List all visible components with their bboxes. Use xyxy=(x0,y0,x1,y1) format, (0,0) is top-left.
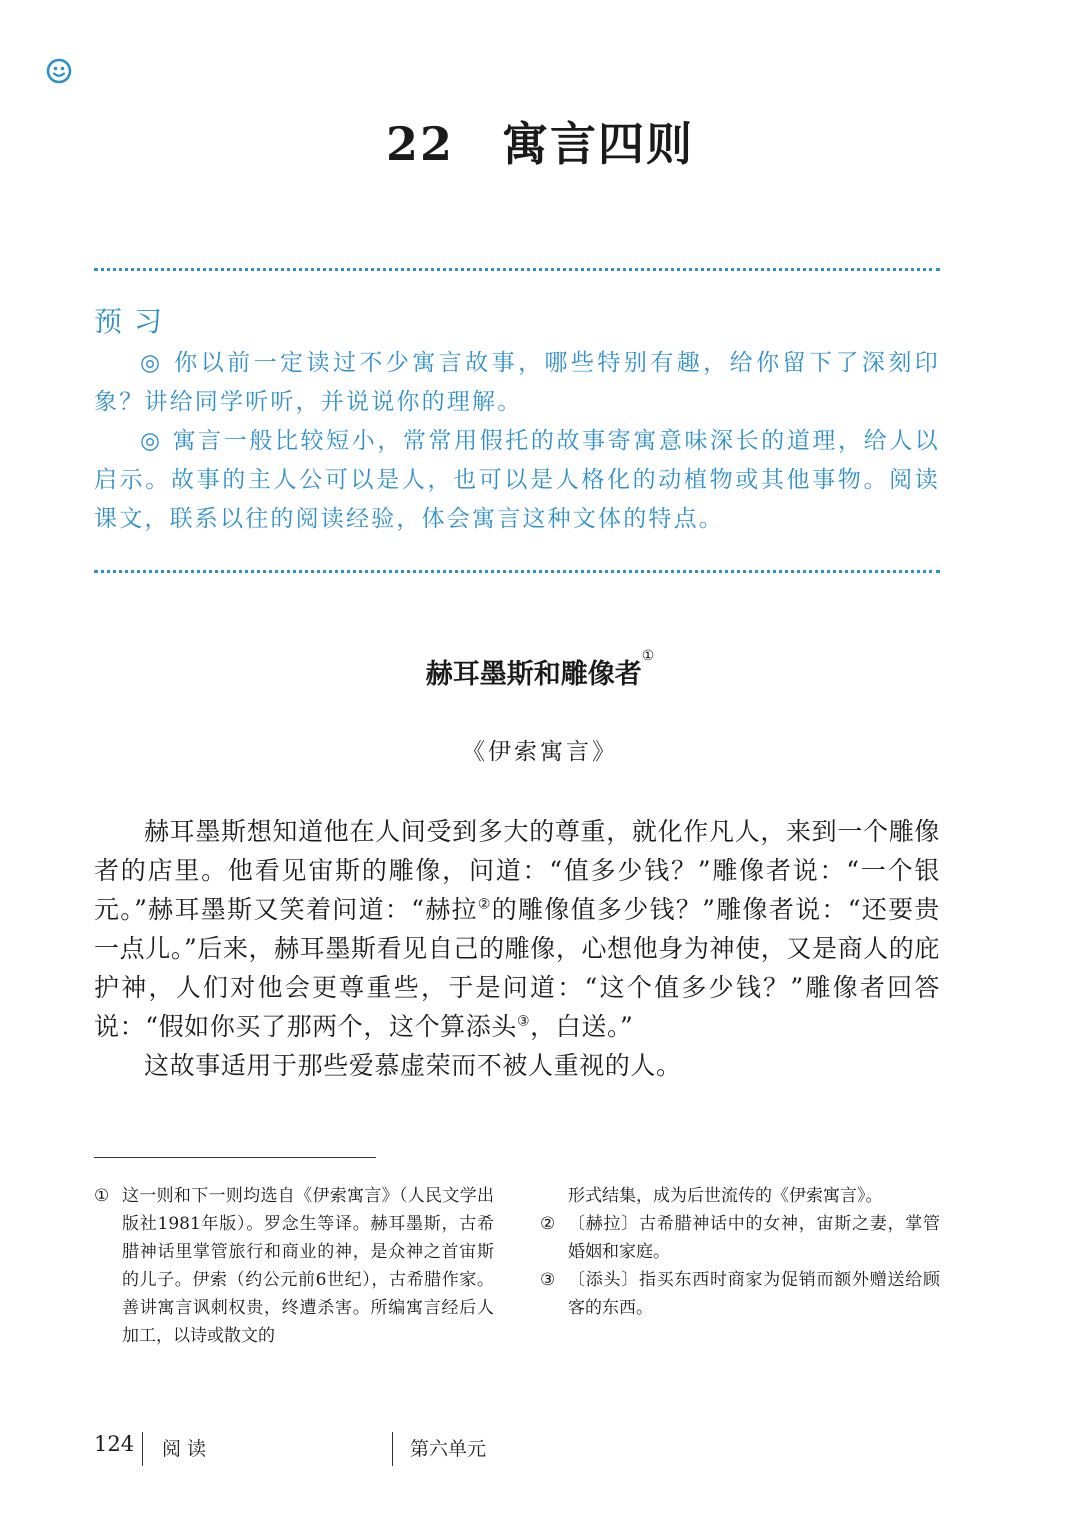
footnote-2 xyxy=(540,1210,940,1266)
preview-heading: 预习 xyxy=(94,305,175,338)
footer-separator xyxy=(142,1432,143,1466)
footnotes-left-column xyxy=(94,1182,494,1350)
divider-top xyxy=(94,268,940,271)
story-text: 赫耳墨斯想知道他在人间受到多大的尊重，就化作凡人，来到一个雕像者的店里。他看见宙斯的雕像，问道：“值多少钱？”雕像者说：“一个银元。”赫耳墨斯又笑着问道：“赫拉 xyxy=(94,817,940,924)
unit-label: 第六单元 xyxy=(410,1438,487,1460)
footnote-3 xyxy=(540,1266,940,1322)
footer-separator xyxy=(392,1432,393,1466)
footnote-text: 〔赫拉〕古希腊神话中的女神，宙斯之妻，掌管婚姻和家庭。 xyxy=(568,1214,940,1262)
footnote-ref-1: ① xyxy=(641,648,655,664)
footnote-ref-2: ② xyxy=(477,896,492,913)
story-title-text: 赫耳墨斯和雕像者 xyxy=(425,659,642,690)
section-label: 阅读 xyxy=(162,1438,213,1460)
footnote-1 xyxy=(94,1182,494,1350)
story-source: 《伊索寓言》 xyxy=(462,739,618,765)
footnote-number: ② xyxy=(540,1214,556,1234)
story-paragraph-2: 这故事适用于那些爱慕虚荣而不被人重视的人。 xyxy=(144,1051,682,1080)
footnotes-right-column xyxy=(540,1182,940,1322)
story-body xyxy=(94,812,940,1085)
preview-section xyxy=(94,300,940,539)
story-paragraph-1 xyxy=(94,812,940,1046)
footnote-1-continued: 形式结集，成为后世流传的《伊索寓言》。 xyxy=(568,1186,883,1206)
preview-paragraph-1: ◎ 你以前一定读过不少寓言故事，哪些特别有趣，给你留下了深刻印象？讲给同学听听，并说说你的理解。 xyxy=(94,350,940,415)
footnote-rule xyxy=(94,1157,376,1158)
footnote-ref-3: ③ xyxy=(516,1013,531,1030)
page-number: 124 xyxy=(94,1432,135,1456)
footnote-number: ① xyxy=(94,1186,110,1206)
footnote-text: 这一则和下一则均选自《伊索寓言》（人民文学出版社1981年版）。罗念生等译。赫耳墨斯，古希腊神话里掌管旅行和商业的神，是众神之首宙斯的儿子。伊索（约公元前6世纪），古希腊作家。善讲寓言讽刺权贵，终遭杀害。所编寓言经后人加工，以诗或散文的 xyxy=(122,1186,494,1346)
story-text: ，白送。” xyxy=(530,1012,634,1041)
footnote-number: ③ xyxy=(540,1270,556,1290)
divider-bottom xyxy=(94,570,940,573)
story-text: 的雕像值多少钱？”雕像者说：“还要贵一点儿。”后来，赫耳墨斯看见自己的雕像，心想他身为神使，又是商人的庇护神，人们对他会更尊重些，于是问道：“这个值多少钱？”雕像者回答说：“假如你买了那两个，这个算添头 xyxy=(94,895,940,1041)
footnote-text: 〔添头〕指买东西时商家为促销而额外赠送给顾客的东西。 xyxy=(568,1270,940,1318)
preview-paragraph-2: ◎ 寓言一般比较短小，常常用假托的故事寄寓意味深长的道理，给人以启示。故事的主人公可以是人，也可以是人格化的动植物或其他事物。阅读课文，联系以往的阅读经验，体会寓言这种文体的特点。 xyxy=(94,428,940,532)
story-title xyxy=(0,648,1080,691)
smiley-icon xyxy=(46,58,72,84)
lesson-title: 22 寓言四则 xyxy=(385,117,694,171)
